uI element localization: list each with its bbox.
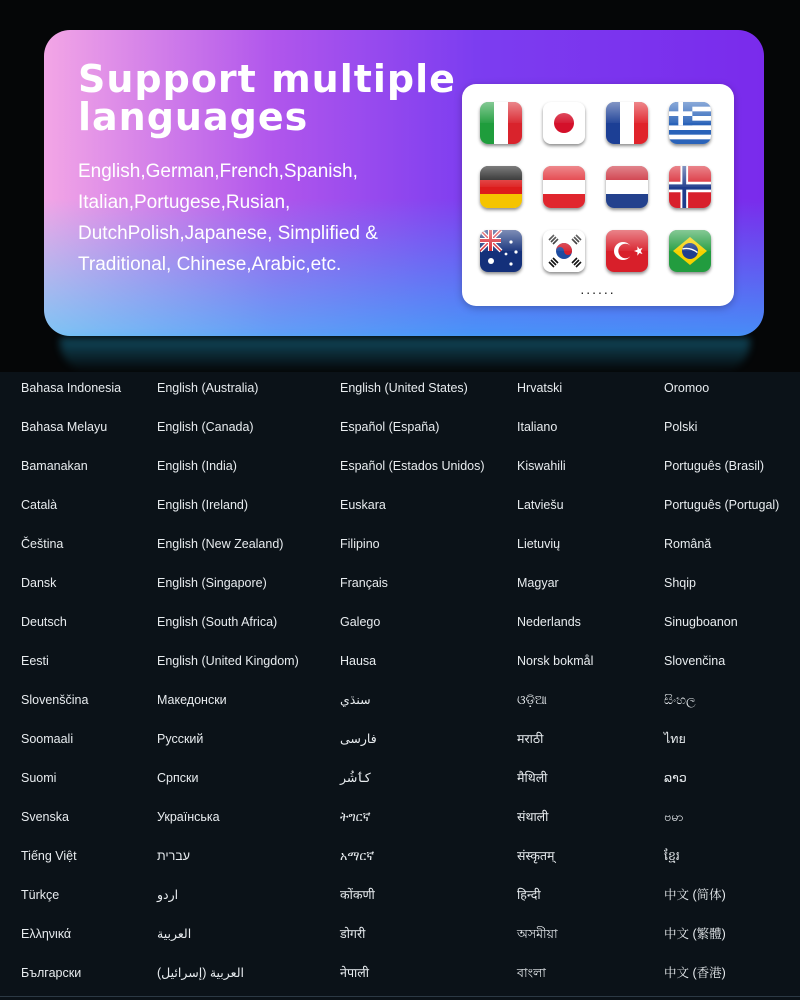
language-option[interactable]: Latviešu — [517, 498, 564, 512]
language-option[interactable]: Lietuvių — [517, 537, 561, 551]
language-option[interactable]: Dansk — [21, 576, 57, 590]
language-option[interactable]: Italiano — [517, 420, 558, 434]
language-row — [0, 606, 800, 646]
language-option[interactable]: Sinugboanon — [664, 615, 738, 629]
banner-reflection — [60, 338, 750, 372]
banner-description: English,German,French,Spanish, Italian,Portugese,Rusian, DutchPolish,Japanese, Simplified & Traditional, Chinese,Arabic,etc. — [78, 161, 378, 275]
language-row — [0, 801, 800, 841]
language-option[interactable]: বাংলা — [517, 966, 546, 980]
language-row — [0, 372, 800, 412]
language-option[interactable]: ଓଡ଼ିଆ — [517, 693, 547, 707]
turkey-flag-icon — [606, 230, 648, 272]
language-option[interactable]: অসমীয়া — [517, 927, 558, 941]
language-option[interactable]: Čeština — [21, 537, 64, 551]
language-option[interactable]: Euskara — [340, 498, 386, 512]
language-option[interactable]: Oromoo — [664, 381, 710, 395]
language-option[interactable]: Filipino — [340, 537, 380, 551]
language-option[interactable]: Español (España) — [340, 420, 440, 434]
language-option[interactable]: ဗမာ — [664, 810, 684, 824]
language-option[interactable]: Македонски — [157, 693, 227, 707]
language-row — [0, 411, 800, 451]
language-option[interactable]: हिन्दी — [517, 888, 541, 902]
language-row — [0, 957, 800, 997]
south-korea-flag-icon — [543, 230, 585, 272]
japan-flag-icon — [543, 102, 585, 144]
promo-section — [0, 0, 800, 372]
germany-flag-icon — [480, 166, 522, 208]
language-option[interactable]: English (Australia) — [157, 381, 259, 395]
language-option[interactable]: Hausa — [340, 654, 377, 668]
language-option[interactable]: العربية (إسرائيل) — [157, 966, 244, 980]
brazil-flag-icon — [669, 230, 711, 272]
language-option[interactable]: मैथिली — [517, 771, 548, 785]
language-row — [0, 879, 800, 919]
language-row — [0, 762, 800, 802]
language-option[interactable]: English (Ireland) — [157, 498, 249, 512]
language-option[interactable]: Ελληνικά — [21, 927, 72, 941]
italy-flag-icon — [480, 102, 522, 144]
language-option[interactable]: Slovenščina — [21, 693, 89, 707]
language-option[interactable]: Hrvatski — [517, 381, 563, 395]
france-flag-icon — [606, 102, 648, 144]
netherlands-flag-icon — [606, 166, 648, 208]
language-row — [0, 645, 800, 685]
language-option[interactable]: नेपाली — [340, 966, 369, 980]
language-option[interactable]: اردو — [157, 888, 179, 902]
language-option[interactable]: मराठी — [517, 732, 544, 746]
language-option[interactable]: کٲشُر — [340, 771, 371, 785]
language-option[interactable]: Português (Portugal) — [664, 498, 780, 512]
language-option[interactable]: डोगरी — [340, 927, 366, 941]
banner-title: Support multiple languages — [78, 57, 456, 139]
language-option[interactable]: English (New Zealand) — [157, 537, 284, 551]
language-option[interactable]: Kiswahili — [517, 459, 566, 473]
language-option[interactable]: English (United Kingdom) — [157, 654, 299, 668]
language-option[interactable]: English (South Africa) — [157, 615, 278, 629]
language-option[interactable]: संस्कृतम् — [517, 849, 555, 863]
language-option[interactable]: فارسی — [340, 732, 377, 746]
language-option[interactable]: ខ្មែរ — [664, 849, 680, 863]
language-option[interactable]: संथाली — [517, 810, 549, 824]
language-option[interactable]: ትግርኛ — [340, 810, 371, 824]
language-option[interactable]: 中文 (简体) — [664, 888, 726, 902]
language-option[interactable]: Svenska — [21, 810, 69, 824]
language-option[interactable]: Français — [340, 576, 388, 590]
more-flags-indicator: ...... — [580, 281, 616, 297]
language-option[interactable]: ไทย — [664, 732, 686, 746]
language-row — [0, 840, 800, 880]
language-option[interactable]: Română — [664, 537, 712, 551]
language-option[interactable]: Español (Estados Unidos) — [340, 459, 485, 473]
language-option[interactable]: Norsk bokmål — [517, 654, 594, 668]
language-row — [0, 723, 800, 763]
language-row — [0, 567, 800, 607]
flag-card — [462, 84, 734, 306]
language-option[interactable]: سنڌي — [340, 693, 371, 707]
language-option[interactable]: 中文 (香港) — [664, 966, 726, 980]
language-row — [0, 528, 800, 568]
language-option[interactable]: Polski — [664, 420, 698, 434]
language-option[interactable]: සිංහල — [664, 693, 696, 707]
language-option[interactable]: 中文 (繁體) — [664, 927, 726, 941]
language-option[interactable]: Русский — [157, 732, 204, 746]
language-option[interactable]: Deutsch — [21, 615, 67, 629]
language-option[interactable]: Türkçe — [21, 888, 60, 902]
language-option[interactable]: Bahasa Indonesia — [21, 381, 122, 395]
language-option[interactable]: Bahasa Melayu — [21, 420, 108, 434]
language-option[interactable]: Српски — [157, 771, 199, 785]
language-option[interactable]: Suomi — [21, 771, 57, 785]
language-option[interactable]: Nederlands — [517, 615, 581, 629]
language-option[interactable]: Slovenčina — [664, 654, 726, 668]
austria-flag-icon — [543, 166, 585, 208]
language-option[interactable]: कोंकणी — [340, 888, 375, 902]
language-option[interactable]: Soomaali — [21, 732, 74, 746]
language-option[interactable]: Eesti — [21, 654, 49, 668]
language-option[interactable]: English (Canada) — [157, 420, 254, 434]
language-option[interactable]: Tiếng Việt — [21, 849, 77, 863]
language-option[interactable]: Bamanakan — [21, 459, 88, 473]
australia-flag-icon — [480, 230, 522, 272]
norway-flag-icon — [669, 166, 711, 208]
language-row — [0, 489, 800, 529]
language-row — [0, 450, 800, 490]
greece-flag-icon — [669, 102, 711, 144]
language-option[interactable]: English (Singapore) — [157, 576, 267, 590]
language-option[interactable]: Galego — [340, 615, 381, 629]
language-option[interactable]: ລາວ — [664, 771, 687, 785]
language-row — [0, 684, 800, 724]
language-table — [0, 372, 800, 1000]
language-option[interactable]: Shqip — [664, 576, 696, 590]
language-option[interactable]: Български — [21, 966, 82, 980]
language-option[interactable]: Українська — [157, 810, 220, 824]
language-row — [0, 918, 800, 958]
language-option[interactable]: አማርኛ — [340, 849, 375, 863]
language-banner — [44, 30, 764, 336]
language-option[interactable]: English (United States) — [340, 381, 468, 395]
language-option[interactable]: עברית — [157, 849, 191, 863]
language-option[interactable]: Magyar — [517, 576, 559, 590]
language-option[interactable]: العربية — [157, 927, 192, 941]
language-option[interactable]: Português (Brasil) — [664, 459, 765, 473]
language-option[interactable]: English (India) — [157, 459, 237, 473]
language-option[interactable]: Català — [21, 498, 58, 512]
